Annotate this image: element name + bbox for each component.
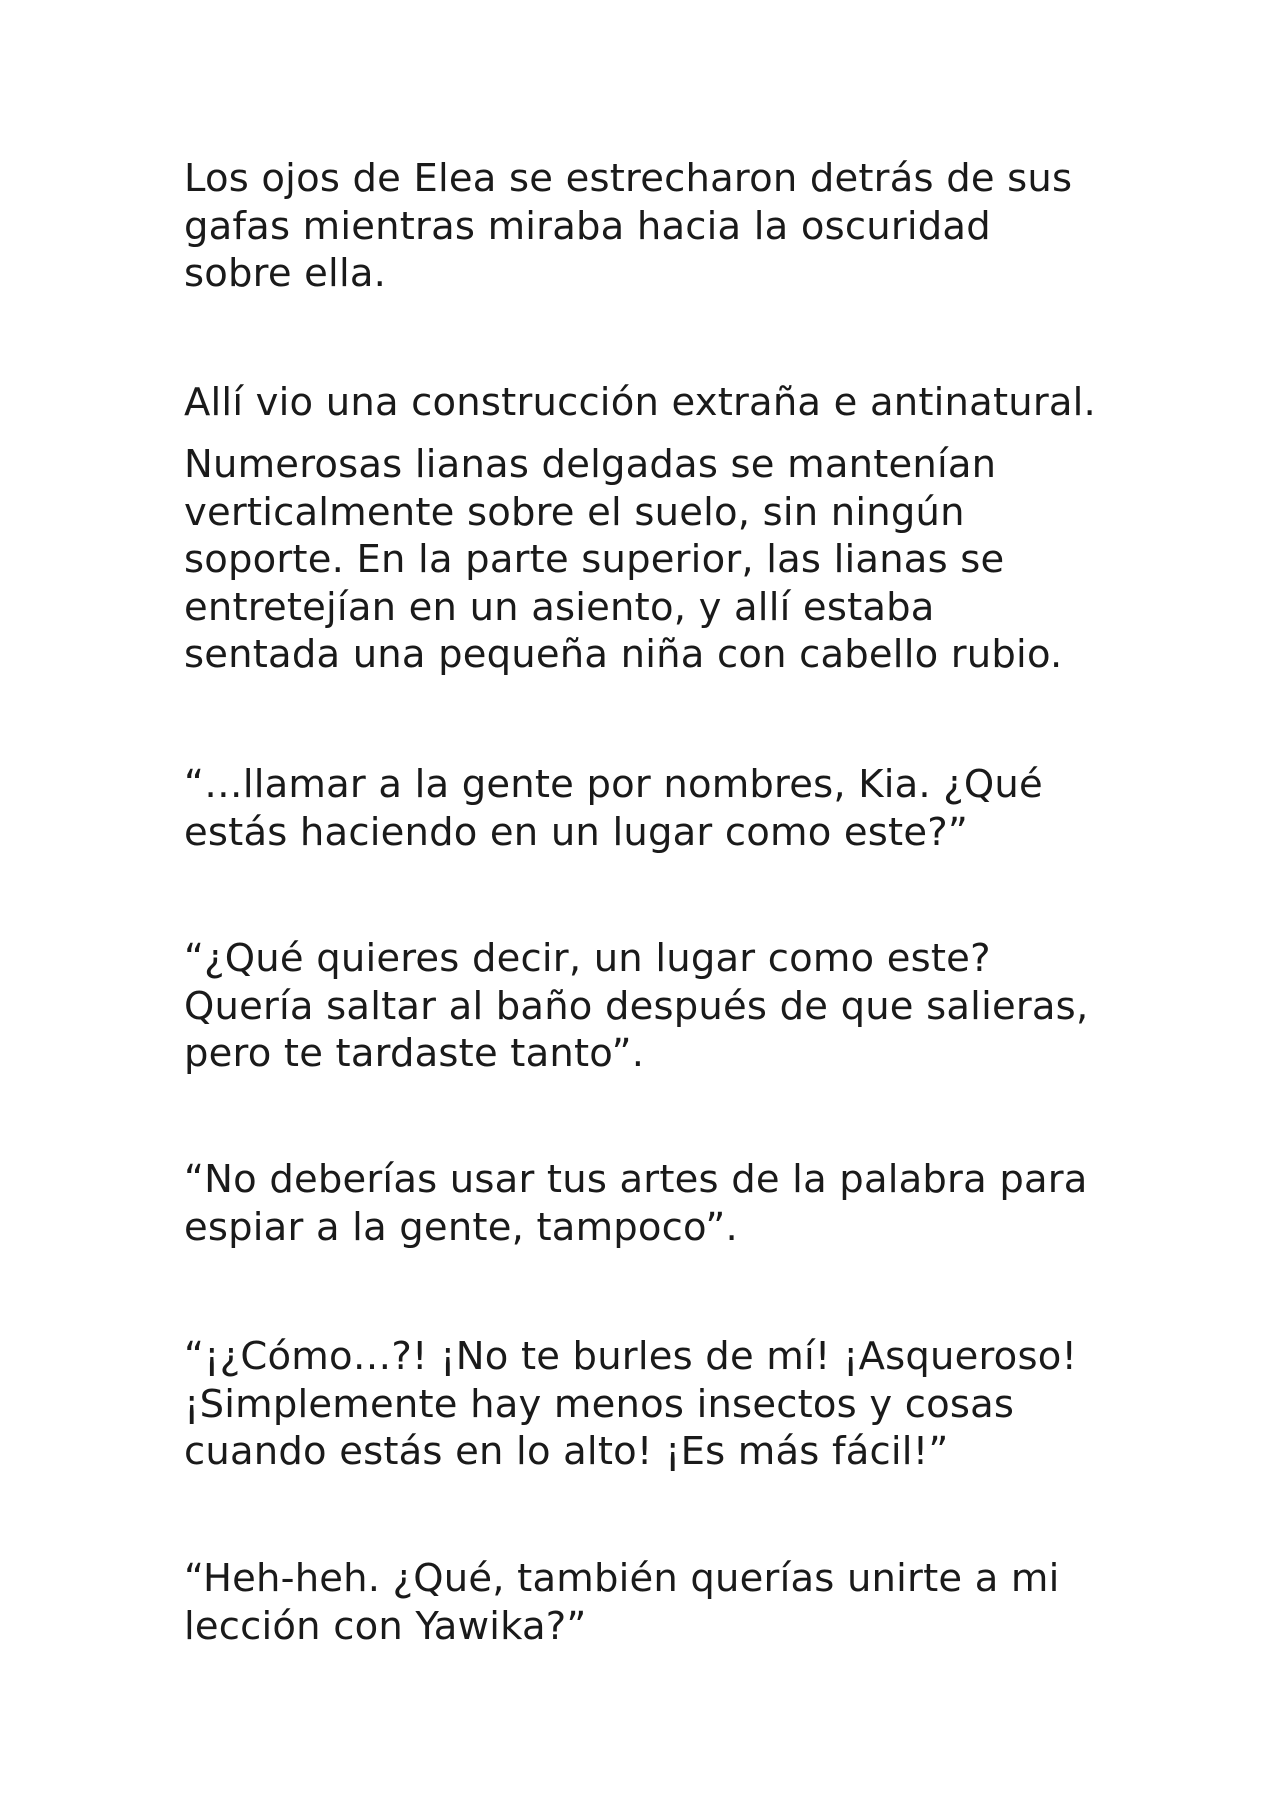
paragraph-4: “…llamar a la gente por nombres, Kia. ¿Qué estás haciendo en un lugar como este?”	[184, 762, 1043, 855]
paragraph-3: Numerosas lianas delgadas se mantenían verticalmente sobre el suelo, sin ningún soporte. En la parte superior, las lianas se entretejían en un asiento, y allí estaba sentada una pequeña niña con cabello rubio.	[184, 442, 1063, 677]
paragraph-2: Allí vio una construcción extraña e antinatural.	[184, 380, 1096, 425]
paragraph-1: Los ojos de Elea se estrecharon detrás de sus gafas mientras miraba hacia la oscuridad sobre ella.	[184, 156, 1073, 296]
paragraph-6: “No deberías usar tus artes de la palabra para espiar a la gente, tampoco”.	[184, 1157, 1088, 1250]
paragraph-5: “¿Qué quieres decir, un lugar como este? Quería saltar al baño después de que salieras, pero te tardaste tanto”.	[184, 936, 1089, 1076]
paragraph-8: “Heh-heh. ¿Qué, también querías unirte a mi lección con Yawika?”	[184, 1556, 1060, 1649]
paragraph-7: “¡¿Cómo…?! ¡No te burles de mí! ¡Asqueroso! ¡Simplemente hay menos insectos y cosas cuando estás en lo alto! ¡Es más fácil!”	[184, 1334, 1078, 1474]
